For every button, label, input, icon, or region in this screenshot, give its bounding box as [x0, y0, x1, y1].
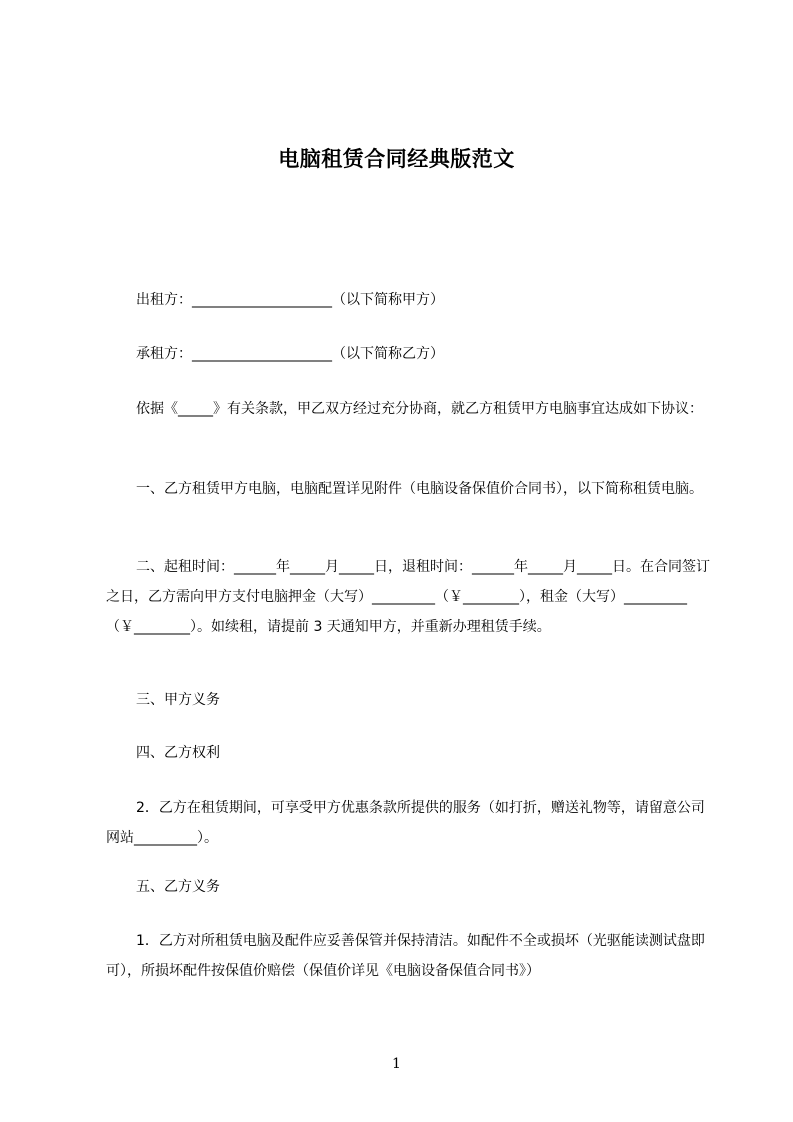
- clause-2-paragraph: 二、起租时间：______年_____月_____日，退租时间：______年_____月_____日。在合同签订之日，乙方需向甲方支付电脑押金（大写）_________（￥________），租金（大写）_________（￥________）。如续租，请提前 3 天通知甲方，并重新办理租赁手续。: [106, 559, 710, 635]
- clause-5-heading: 五、乙方义务: [136, 879, 220, 895]
- document-title: 电脑租赁合同经典版范文: [278, 147, 515, 171]
- clause-1-paragraph: 一、乙方租赁甲方电脑，电脑配置详见附件（电脑设备保值价合同书），以下简称租赁电脑。: [136, 481, 703, 497]
- clause-3-heading: 三、甲方义务: [136, 692, 220, 708]
- basis-paragraph: 依据《_____》有关条款，甲乙双方经过充分协商，就乙方租赁甲方电脑事宜达成如下协议：: [136, 401, 703, 417]
- clause-4-heading: 四、乙方权利: [136, 745, 220, 761]
- lessee-line: 承租方：____________________（以下简称乙方）: [136, 346, 444, 362]
- lessor-line: 出租方：____________________（以下简称甲方）: [136, 292, 444, 308]
- page-number: 1: [392, 1056, 401, 1072]
- clause-4-item-2: 2．乙方在租赁期间，可享受甲方优惠条款所提供的服务（如打折，赠送礼物等，请留意公司网站_________）。: [106, 800, 705, 846]
- clause-5-item-1: 1．乙方对所租赁电脑及配件应妥善保管并保持清洁。如配件不全或损坏（光驱能读测试盘即可），所损坏配件按保值价赔偿（保值价详见《电脑设备保值合同书》）: [106, 933, 705, 979]
